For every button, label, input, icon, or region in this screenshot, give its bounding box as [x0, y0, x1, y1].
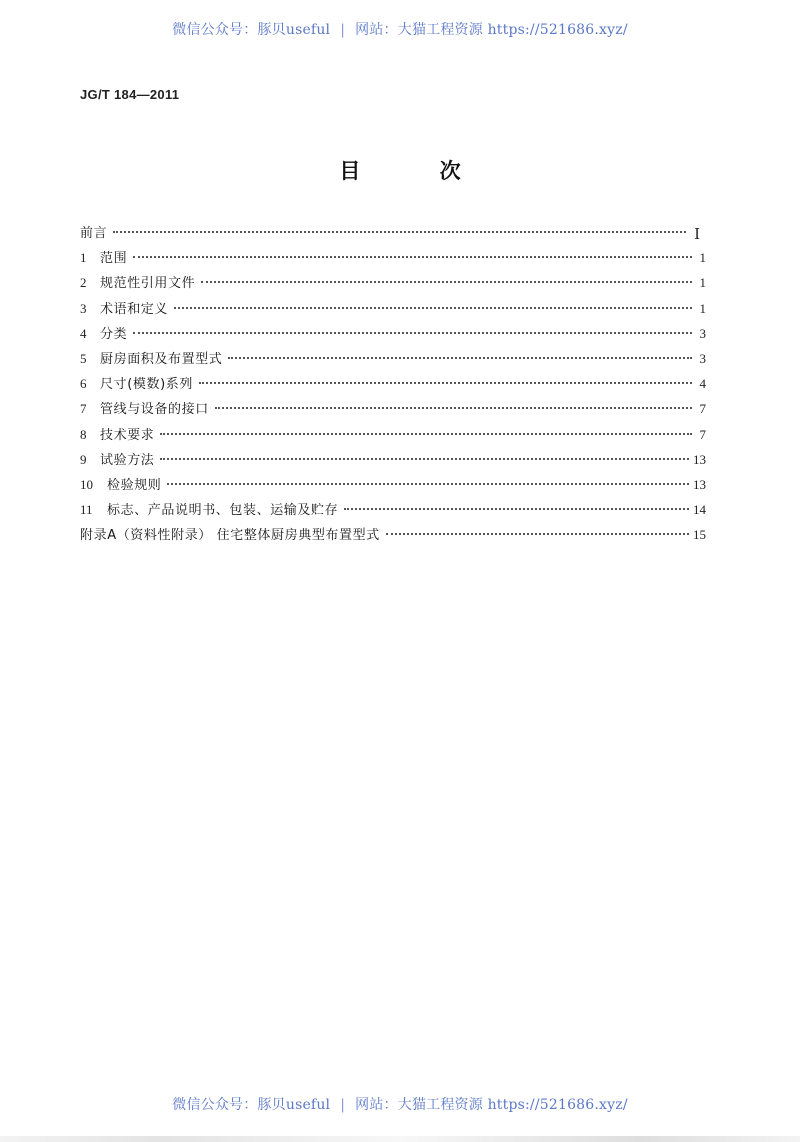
toc-entry-label: 附录A（资料性附录） 住宅整体厨房典型布置型式: [80, 528, 380, 544]
toc-entry-label: 术语和定义: [100, 301, 169, 317]
toc-entry-label: 分类: [100, 326, 128, 342]
toc-entry-5[interactable]: [80, 348, 706, 373]
dot-leader: [133, 332, 692, 334]
toc-entry-page: 15: [693, 527, 706, 543]
toc-entry-number: 9: [80, 451, 87, 467]
toc-entry-label: 前言: [80, 226, 108, 241]
toc-entry-number: 4: [80, 325, 87, 341]
toc-entry-label: 尺寸(模数)系列: [100, 377, 193, 393]
toc-entry-foreword[interactable]: [80, 222, 706, 247]
toc-entry-label: 检验规则: [107, 477, 162, 493]
toc-entry-number: 2: [80, 275, 87, 291]
dot-leader: [228, 357, 692, 359]
dot-leader: [133, 256, 692, 258]
toc-entry-page: 3: [699, 350, 706, 366]
watermark-wechat-text: 微信公众号：豚贝useful: [172, 22, 331, 38]
toc-entry-9[interactable]: [80, 449, 706, 474]
dot-leader: [344, 508, 689, 510]
standard-code: JG/T 184—2011: [80, 87, 180, 102]
toc-entry-label: 试验方法: [100, 452, 155, 468]
toc-entry-page: 1: [699, 275, 706, 291]
toc-entry-label: 范围: [100, 251, 128, 267]
toc-entry-11[interactable]: [80, 499, 706, 524]
dot-leader: [174, 307, 692, 309]
watermark-separator: |: [340, 22, 346, 38]
toc-entry-page: 1: [699, 250, 706, 266]
toc-entry-2[interactable]: [80, 272, 706, 297]
dot-leader: [160, 433, 692, 435]
toc-entry-3[interactable]: [80, 298, 706, 323]
toc-entry-number: 3: [80, 300, 87, 316]
watermark-wechat-text: 微信公众号：豚贝useful: [172, 1097, 331, 1113]
toc-entry-number: 1: [80, 250, 87, 266]
dot-leader: [160, 458, 689, 460]
scan-edge-artifact: [0, 1136, 800, 1142]
toc-entry-page: 13: [693, 451, 706, 467]
dot-leader: [113, 231, 686, 233]
toc-entry-6[interactable]: [80, 373, 706, 398]
toc-entry-label: 标志、产品说明书、包装、运输及贮存: [107, 503, 339, 519]
watermark-website-text: 网站：大猫工程资源 https://521686.xyz/: [355, 1097, 628, 1113]
dot-leader: [167, 483, 689, 485]
toc-entry-4[interactable]: [80, 323, 706, 348]
toc-entry-number: 10: [80, 476, 93, 492]
toc-entry-label: 规范性引用文件: [100, 276, 196, 292]
toc-entry-10[interactable]: [80, 474, 706, 499]
toc-entry-1[interactable]: [80, 247, 706, 272]
toc-entry-7[interactable]: [80, 398, 706, 423]
toc-entry-number: 5: [80, 350, 87, 366]
toc-entry-label: 管线与设备的接口: [100, 402, 209, 418]
toc-entry-number: 8: [80, 426, 87, 442]
toc-entry-8[interactable]: [80, 424, 706, 449]
watermark-website-text: 网站：大猫工程资源 https://521686.xyz/: [355, 22, 628, 38]
toc-entry-number: 7: [80, 401, 87, 417]
toc-entry-page: 13: [693, 476, 706, 492]
dot-leader: [199, 382, 692, 384]
toc-entry-appendix-a[interactable]: [80, 524, 706, 549]
dot-leader: [215, 407, 692, 409]
watermark-top: [0, 19, 800, 39]
toc-entry-label: 技术要求: [100, 427, 155, 443]
dot-leader: [386, 533, 689, 535]
toc-title: 目 次: [339, 159, 497, 183]
toc-entry-page: 3: [699, 325, 706, 341]
toc-entry-number: 11: [80, 502, 93, 518]
toc-entry-page: 7: [699, 401, 706, 417]
toc-entry-number: 6: [80, 376, 87, 392]
watermark-bottom: [0, 1094, 800, 1114]
toc-entry-page: Ⅰ: [694, 227, 700, 243]
toc-entry-page: 7: [699, 426, 706, 442]
watermark-separator: |: [340, 1097, 346, 1113]
table-of-contents: [80, 222, 706, 549]
toc-entry-page: 4: [699, 376, 706, 392]
toc-entry-label: 厨房面积及布置型式: [100, 351, 223, 367]
dot-leader: [201, 281, 692, 283]
toc-entry-page: 14: [693, 502, 706, 518]
toc-entry-page: 1: [699, 300, 706, 316]
